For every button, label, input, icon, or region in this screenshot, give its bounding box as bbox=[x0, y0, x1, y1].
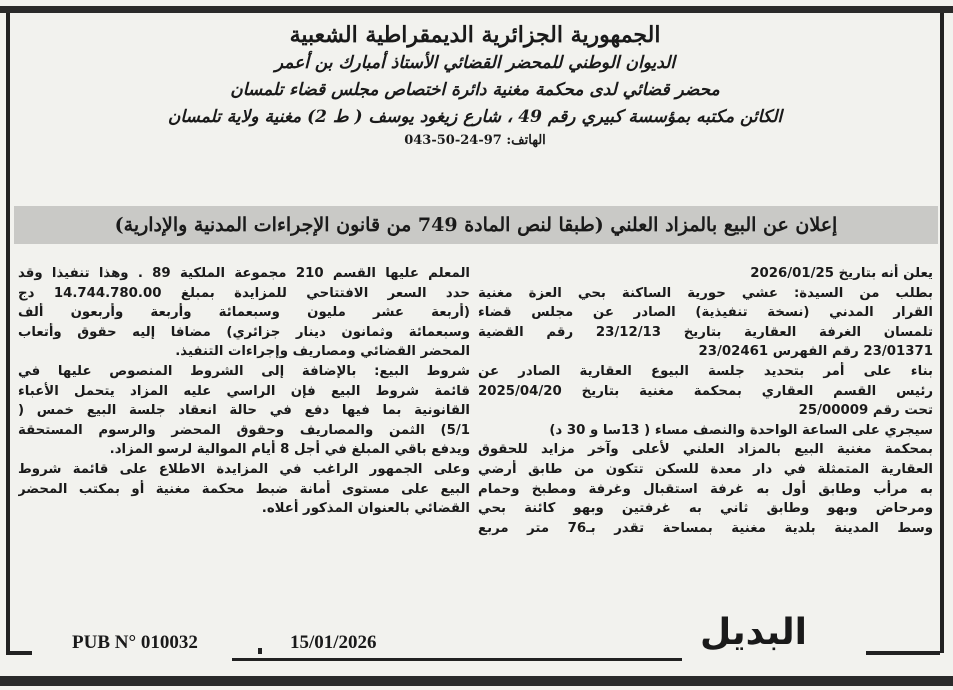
text-line: المعلم عليها القسم 210 مجموعة الملكية 89 . وهذا تنفيذا وقد bbox=[18, 266, 470, 281]
text-line: تلمسان الغرفة العقارية بتاريخ 23/12/13 رقم القضية bbox=[478, 324, 933, 340]
text-line: يعلن أنه بتاريخ 2026/01/25 bbox=[750, 266, 933, 281]
text-line: القانونية بما فيها دفع في حالة انعقاد جلسة البيع خمس ( bbox=[18, 403, 470, 419]
text-line: بطلب من السيدة: عشي حورية الساكنة بحي العزة مغنية bbox=[478, 285, 933, 301]
right-column-text bbox=[478, 264, 933, 538]
bottom-rule bbox=[0, 676, 953, 686]
left-column-text bbox=[18, 264, 470, 519]
text-line: العقارية المتمثلة في دار معدة للسكن تتكون من طابق أرضي bbox=[478, 461, 933, 477]
text-line: المحضر القضائي ومصاريف وإجراءات التنفيذ. bbox=[175, 344, 470, 360]
office-phone: الهاتف: 97-24-50-043 bbox=[404, 133, 546, 148]
republic-title: الجمهورية الجزائرية الديمقراطية الشعبية bbox=[289, 22, 661, 48]
text-line: رئيس القسم العقاري بمحكمة مغنية بتاريخ 2025/04/20 bbox=[478, 383, 933, 399]
pub-date: 15/01/2026 bbox=[290, 632, 377, 653]
text-line: 5/1) الثمن والمصاريف وحقوق المحضر والرسوم المستحقة bbox=[18, 422, 470, 438]
frame-corner-right bbox=[866, 651, 940, 655]
text-line: بناء على أمر بتحديد جلسة البيوع العقارية الصادر عن bbox=[478, 363, 933, 379]
text-line: به مرأب وطابق أول به غرفة استقبال وغرفة ومطبخ وحمام bbox=[478, 481, 933, 497]
separator-dot bbox=[258, 648, 262, 654]
text-line: ويدفع باقي المبلغ في أجل 8 أيام الموالية لرسو المزاد. bbox=[109, 442, 470, 458]
text-line: قائمة شروط البيع فإن الراسي عليه المزاد يتحمل الأعباء bbox=[18, 383, 470, 399]
text-line: وسبعمائة وثمانون دينار جزائري) مضافا إليه حقوق وأتعاب bbox=[18, 324, 470, 340]
text-line: وعلى الجمهور الراغب في المزايدة الاطلاع على قائمة شروط bbox=[18, 461, 470, 477]
text-line: (أربعة عشر مليون وسبعمائة وأربعة وأربعون ألف bbox=[18, 305, 470, 321]
text-line: القضائي بالعنوان المذكور أعلاه. bbox=[261, 501, 470, 517]
notice-title-banner: إعلان عن البيع بالمزاد العلني (طبقا لنص المادة 749 من قانون الإجراءات المدنية والإدارية) bbox=[14, 206, 938, 244]
pub-number: PUB N° 010032 bbox=[72, 632, 198, 653]
notice-header bbox=[40, 20, 910, 151]
text-line: البيع على مستوى أمانة ضبط محكمة مغنية أو بمكتب المحضر bbox=[18, 481, 470, 497]
top-rule bbox=[0, 6, 953, 13]
text-line: وسط المدينة بلدية مغنية بمساحة تقدر بـ76 متر مربع bbox=[478, 520, 933, 536]
office-address: الكائن مكتبه بمؤسسة كبيري رقم 49 ، شارع زيغود يوسف ( ط 2) مغنية ولاية تلمسان bbox=[167, 107, 783, 127]
text-line: سيجري على الساعة الواحدة والنصف مساء ( 13سا و 30 د) bbox=[549, 422, 933, 438]
frame-corner-left bbox=[6, 651, 32, 655]
office-name: الديوان الوطني للمحضر القضائي الأستاذ أمبارك بن أعمر bbox=[274, 53, 676, 73]
text-line: تحت رقم 25/00009 bbox=[798, 403, 933, 419]
text-line: القرار المدني (نسخة تنفيذية) الصادر عن مجلس قضاء bbox=[478, 305, 933, 321]
footer-rule bbox=[232, 658, 682, 661]
text-line: شروط البيع: بالإضافة إلى الشروط المنصوص عليها في bbox=[18, 363, 470, 379]
bailiff-role: محضر قضائي لدى محكمة مغنية دائرة اختصاص مجلس قضاء تلمسان bbox=[230, 80, 720, 100]
newspaper-logo: البديل bbox=[700, 612, 807, 653]
text-line: حدد السعر الافتتاحي للمزايدة بمبلغ 14.744.780.00 دج bbox=[18, 285, 470, 301]
text-line: ومرحاض وبهو وطابق ثاني به غرفتين وبهو كائنة بحي bbox=[478, 501, 933, 517]
text-line: 23/01371 رقم الفهرس 23/02461 bbox=[698, 344, 933, 360]
text-line: بمحكمة مغنية البيع بالمزاد العلني لأعلى وآخر مزايد للحقوق bbox=[478, 442, 933, 458]
